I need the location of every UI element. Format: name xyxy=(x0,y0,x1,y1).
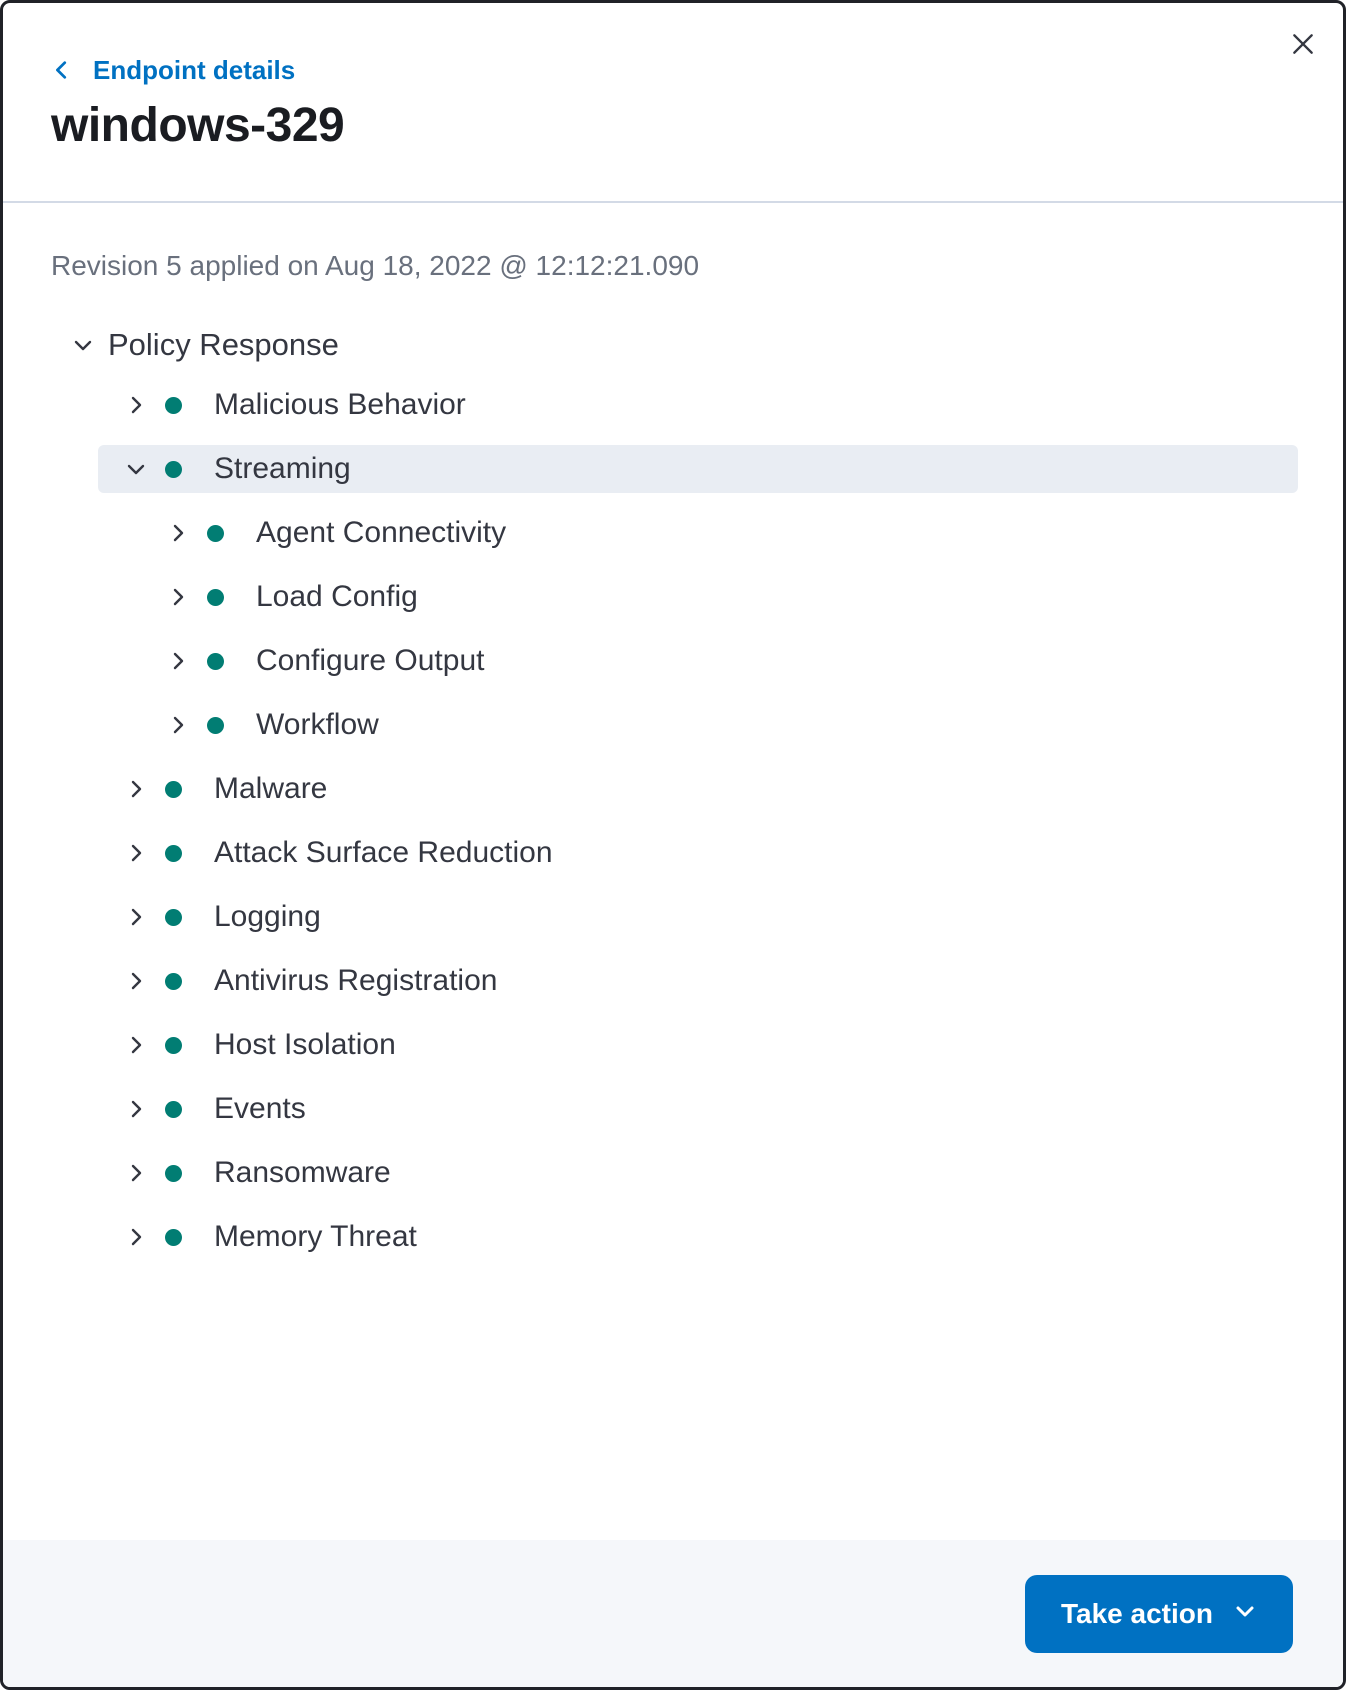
chevron-right-icon xyxy=(166,585,190,609)
tree-item[interactable] xyxy=(98,637,1298,685)
status-dot-icon xyxy=(207,589,224,606)
tree-item[interactable] xyxy=(98,509,1298,557)
tree-item[interactable] xyxy=(98,829,1298,877)
chevron-down-icon xyxy=(71,333,95,357)
status-dot-icon xyxy=(165,973,182,990)
status-dot-icon xyxy=(165,845,182,862)
status-dot-icon xyxy=(165,1165,182,1182)
tree-item-label: Memory Threat xyxy=(214,1220,417,1253)
tree-item[interactable] xyxy=(98,893,1298,941)
chevron-right-icon xyxy=(166,713,190,737)
tree-item[interactable] xyxy=(98,1021,1298,1069)
tree-item[interactable] xyxy=(98,765,1298,813)
tree-item-label: Ransomware xyxy=(214,1156,391,1189)
tree-item[interactable] xyxy=(98,1085,1298,1133)
status-dot-icon xyxy=(165,1101,182,1118)
policy-response-tree xyxy=(98,381,1295,1261)
status-dot-icon xyxy=(165,781,182,798)
status-dot-icon xyxy=(165,1229,182,1246)
chevron-right-icon xyxy=(124,393,148,417)
status-dot-icon xyxy=(165,1037,182,1054)
tree-item-label: Workflow xyxy=(256,708,379,741)
status-dot-icon xyxy=(207,717,224,734)
status-dot-icon xyxy=(207,525,224,542)
chevron-left-icon xyxy=(51,59,73,81)
tree-item[interactable] xyxy=(98,1149,1298,1197)
chevron-right-icon xyxy=(124,905,148,929)
status-dot-icon xyxy=(165,461,182,478)
tree-item-label: Malware xyxy=(214,772,328,805)
tree-item-label: Agent Connectivity xyxy=(256,516,507,549)
tree-item[interactable] xyxy=(98,445,1298,493)
flyout-body xyxy=(3,203,1343,1540)
status-dot-icon xyxy=(207,653,224,670)
chevron-down-icon xyxy=(1233,1598,1257,1630)
tree-item-label: Attack Surface Reduction xyxy=(214,836,553,869)
revision-text: Revision 5 applied on Aug 18, 2022 @ 12:12:21.090 xyxy=(51,250,700,281)
flyout-footer xyxy=(3,1540,1343,1687)
tree-item[interactable] xyxy=(98,957,1298,1005)
status-dot-icon xyxy=(165,397,182,414)
tree-item-label: Malicious Behavior xyxy=(214,388,466,421)
back-link-label: Endpoint details xyxy=(93,55,296,85)
flyout-header xyxy=(3,3,1343,203)
policy-response-label: Policy Response xyxy=(108,327,339,362)
chevron-right-icon xyxy=(166,521,190,545)
chevron-right-icon xyxy=(124,969,148,993)
tree-item-label: Streaming xyxy=(214,452,351,485)
tree-item[interactable] xyxy=(98,381,1298,429)
chevron-right-icon xyxy=(124,1033,148,1057)
chevron-right-icon xyxy=(166,649,190,673)
tree-item-label: Antivirus Registration xyxy=(214,964,498,997)
tree-item-label: Logging xyxy=(214,900,321,933)
take-action-button[interactable] xyxy=(1025,1575,1293,1653)
tree-item-label: Host Isolation xyxy=(214,1028,396,1061)
tree-item[interactable] xyxy=(98,1213,1298,1261)
policy-response-toggle[interactable] xyxy=(51,323,1295,367)
tree-item[interactable] xyxy=(98,573,1298,621)
chevron-right-icon xyxy=(124,777,148,801)
tree-item-label: Events xyxy=(214,1092,306,1125)
tree-item[interactable] xyxy=(98,701,1298,749)
take-action-label: Take action xyxy=(1061,1597,1213,1629)
back-link-endpoint-details[interactable] xyxy=(51,55,295,85)
chevron-right-icon xyxy=(124,1161,148,1185)
tree-item-label: Load Config xyxy=(256,580,418,613)
chevron-right-icon xyxy=(124,841,148,865)
chevron-right-icon xyxy=(124,1097,148,1121)
chevron-right-icon xyxy=(124,1225,148,1249)
chevron-down-icon xyxy=(124,457,148,481)
status-dot-icon xyxy=(165,909,182,926)
tree-item-label: Configure Output xyxy=(256,644,485,677)
page-title: windows-329 xyxy=(51,99,345,152)
